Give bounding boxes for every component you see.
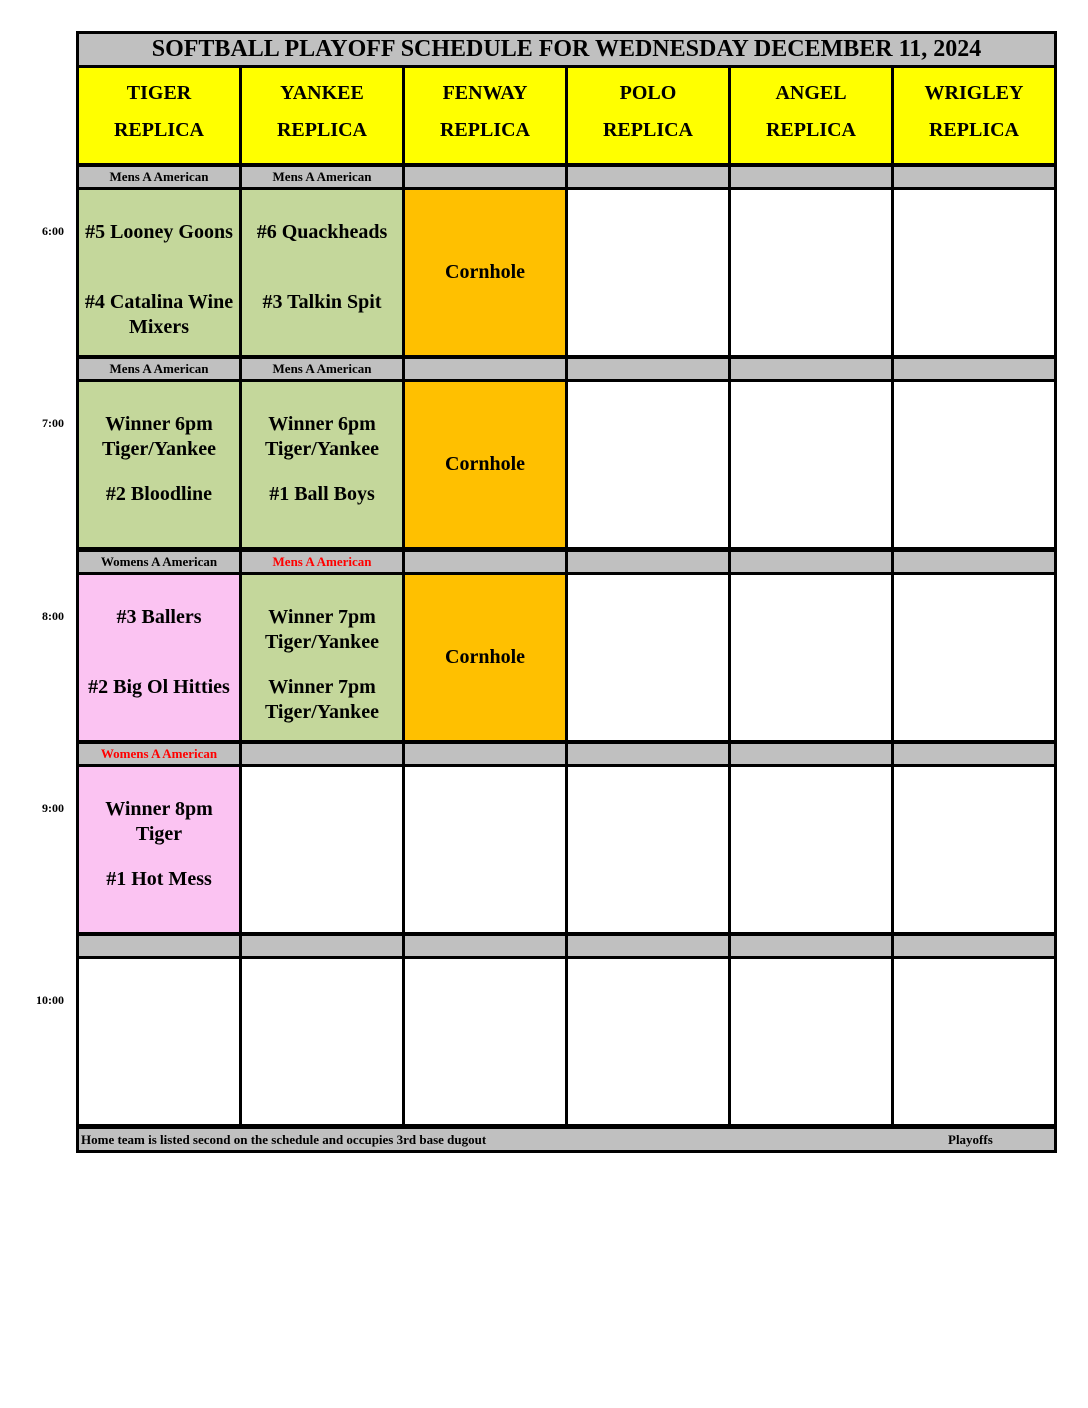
away-team: #6 Quackheads: [256, 221, 388, 243]
division-band: [731, 744, 891, 764]
division-band: [894, 936, 1054, 956]
field-header-angel: [731, 68, 891, 163]
away-team: #5 Looney Goons: [85, 221, 233, 243]
field-header-wrigley: [894, 68, 1054, 163]
home-team: #2 Big Ol Hitties: [88, 676, 230, 698]
game-cell: [568, 575, 728, 740]
game-cell: [242, 959, 402, 1124]
field-subname: REPLICA: [602, 119, 693, 141]
time-label: 10:00: [36, 993, 64, 1007]
division-band: [79, 936, 239, 956]
game-cell: [79, 382, 239, 547]
field-name: FENWAY: [442, 82, 528, 104]
division-band: [731, 552, 891, 572]
away-team: Winner 7pm Tiger/Yankee: [264, 606, 380, 653]
division-band: [405, 744, 565, 764]
home-team: #3 Talkin Spit: [262, 291, 382, 313]
game-cell: [568, 382, 728, 547]
division-band: [894, 744, 1054, 764]
division-band: [731, 359, 891, 379]
field-header-polo: [568, 68, 728, 163]
division-band: [731, 167, 891, 187]
division-band: [405, 552, 565, 572]
game-cell: [894, 382, 1054, 547]
game-cell: [894, 190, 1054, 355]
game-cell: [731, 382, 891, 547]
field-subname: REPLICA: [113, 119, 204, 141]
game-cell: [242, 575, 402, 740]
footer-label: Playoffs: [948, 1132, 993, 1147]
game-cell: [79, 190, 239, 355]
division-band: [568, 552, 728, 572]
away-team: Winner 6pm Tiger/Yankee: [101, 413, 217, 460]
game-cell: [79, 575, 239, 740]
division-band: [242, 744, 402, 764]
game-cell: [79, 959, 239, 1124]
division-band: [568, 167, 728, 187]
game-cell: [405, 190, 565, 355]
home-team: Winner 7pm Tiger/Yankee: [264, 676, 380, 723]
division-band: Mens A American: [79, 359, 239, 379]
home-team: #4 Catalina Wine Mixers: [84, 291, 234, 338]
division-band: Womens A American: [79, 744, 239, 764]
game-cell: [405, 959, 565, 1124]
game-cell: [731, 767, 891, 932]
field-subname: REPLICA: [765, 119, 856, 141]
footer-note: Home team is listed second on the schedule and occupies 3rd base dugout: [81, 1132, 487, 1147]
away-team: Winner 6pm Tiger/Yankee: [264, 413, 380, 460]
division-band: [405, 936, 565, 956]
field-header-tiger: [79, 68, 239, 163]
field-subname: REPLICA: [439, 119, 530, 141]
game-cell: [731, 959, 891, 1124]
home-team: #1 Hot Mess: [106, 868, 212, 890]
game-cell: [568, 959, 728, 1124]
division-band: Mens A American: [79, 167, 239, 187]
game-cell: [894, 767, 1054, 932]
game-cell: [79, 767, 239, 932]
game-cell: [242, 767, 402, 932]
time-label: 8:00: [42, 609, 64, 623]
home-team: #1 Ball Boys: [269, 483, 375, 505]
activity-label: Cornhole: [445, 646, 525, 668]
game-cell: [405, 575, 565, 740]
game-cell: [894, 959, 1054, 1124]
field-name: POLO: [619, 82, 677, 104]
division-band: [894, 359, 1054, 379]
division-band: [568, 359, 728, 379]
game-cell: [568, 190, 728, 355]
division-band: [568, 744, 728, 764]
game-cell: [405, 767, 565, 932]
division-band: [242, 936, 402, 956]
activity-label: Cornhole: [445, 453, 525, 475]
field-header-yankee: [242, 68, 402, 163]
time-label: 7:00: [42, 416, 64, 430]
away-team: Winner 8pm Tiger: [105, 798, 213, 845]
game-cell: [568, 767, 728, 932]
field-header-fenway: [405, 68, 565, 163]
time-label: 6:00: [42, 224, 64, 238]
division-band: [894, 167, 1054, 187]
game-cell: [731, 190, 891, 355]
division-band: [568, 936, 728, 956]
game-cell: [242, 190, 402, 355]
division-band: Womens A American: [79, 552, 239, 572]
field-name: ANGEL: [775, 82, 847, 104]
division-band: Mens A American: [242, 167, 402, 187]
footer: [79, 1129, 1054, 1150]
home-team: #2 Bloodline: [105, 483, 213, 505]
division-band: [894, 552, 1054, 572]
field-name: YANKEE: [280, 82, 364, 104]
time-label: 9:00: [42, 801, 64, 815]
division-band: Mens A American: [242, 359, 402, 379]
field-name: TIGER: [126, 82, 192, 104]
field-subname: REPLICA: [928, 119, 1019, 141]
page-title: SOFTBALL PLAYOFF SCHEDULE FOR WEDNESDAY DECEMBER 11, 2024: [79, 34, 1054, 65]
field-name: WRIGLEY: [924, 82, 1024, 104]
away-team: #3 Ballers: [116, 606, 202, 628]
division-band: [405, 359, 565, 379]
division-band: Mens A American: [242, 552, 402, 572]
activity-label: Cornhole: [445, 261, 525, 283]
game-cell: [242, 382, 402, 547]
division-band: [405, 167, 565, 187]
division-band: [731, 936, 891, 956]
game-cell: [405, 382, 565, 547]
field-subname: REPLICA: [276, 119, 367, 141]
game-cell: [731, 575, 891, 740]
game-cell: [894, 575, 1054, 740]
